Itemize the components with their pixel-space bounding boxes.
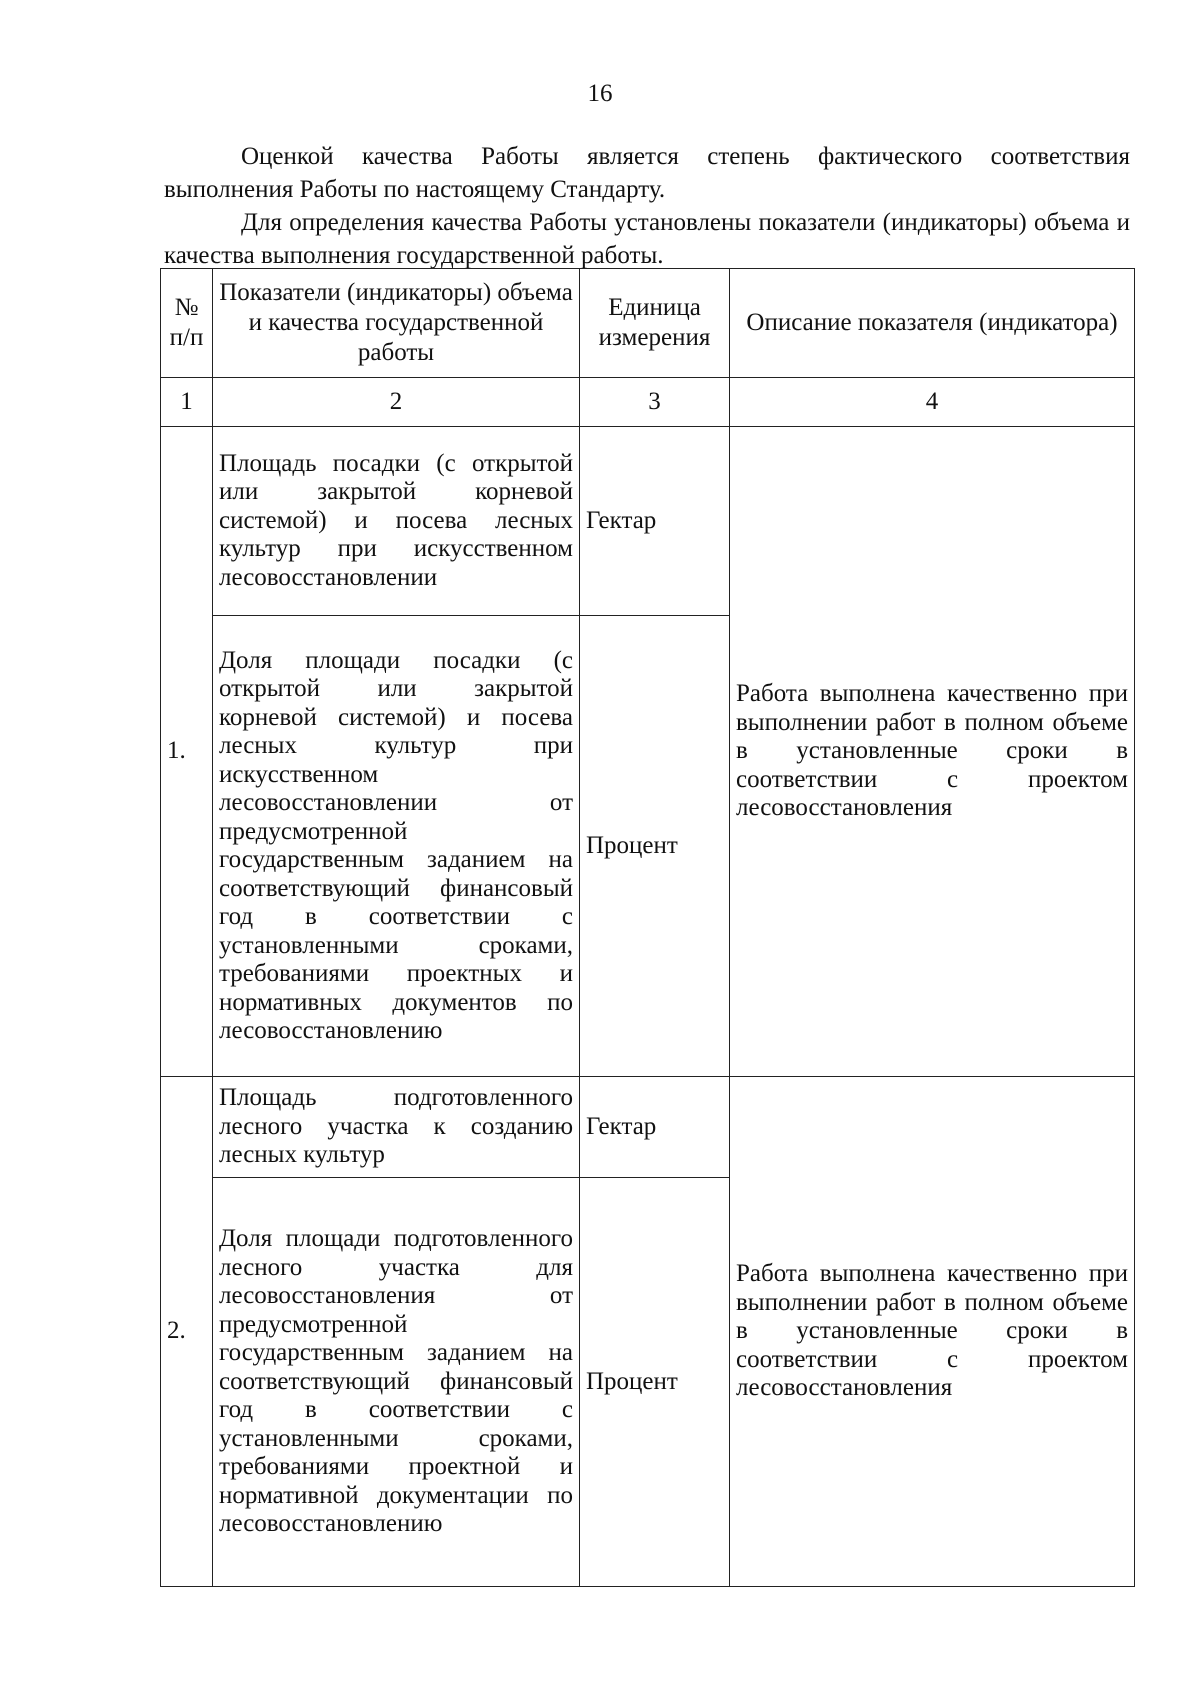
unit-cell: Гектар	[580, 427, 730, 616]
unit-cell: Процент	[580, 616, 730, 1077]
column-number: 4	[730, 378, 1135, 427]
row-number: 2.	[161, 1077, 213, 1587]
column-number-row	[161, 378, 1135, 427]
description-cell	[730, 1077, 1135, 1587]
unit-cell: Гектар	[580, 1077, 730, 1178]
description-cell	[730, 427, 1135, 1077]
unit-cell: Процент	[580, 1178, 730, 1587]
row-number: 1.	[161, 427, 213, 1077]
paragraph-quality-assessment: Оценкой качества Работы является степень фактического соответствия выполнения Работы по настоящему Стандарту.	[164, 143, 1130, 203]
column-number: 1	[161, 378, 213, 427]
indicator-cell: Доля площади подготовленного лесного участка для лесовосстановления от предусмотренной государственным заданием на соответствующий финансовый год в соответствии с установленными сроками, требованиями проектной и нормативной документации по лесовосстановлению	[213, 1178, 580, 1587]
indicator-cell: Площадь подготовленного лесного участка к созданию лесных культур	[213, 1077, 580, 1178]
page-number: 16	[587, 80, 613, 107]
table-header-row	[161, 269, 1135, 378]
paragraph-indicators-intro: Для определения качества Работы установлены показатели (индикаторы) объема и качества выполнения государственной работы.	[164, 209, 1130, 269]
header-number: № п/п	[161, 269, 213, 378]
column-number: 2	[213, 378, 580, 427]
table-row	[161, 427, 1135, 616]
indicators-table	[160, 268, 1135, 1587]
column-number: 3	[580, 378, 730, 427]
header-description: Описание показателя (индикатора)	[730, 269, 1135, 378]
description-text: Работа выполнена качественно при выполнении работ в полном объеме в установленные сроки в соответствии с проектом лесовосстановления	[736, 680, 1128, 822]
description-text: Работа выполнена качественно при выполнении работ в полном объеме в установленные сроки в соответствии с проектом лесовосстановления	[736, 1260, 1128, 1402]
indicator-cell: Площадь посадки (с открытой или закрытой корневой системой) и посева лесных культур при искусственном лесовосстановлении	[213, 427, 580, 616]
header-unit: Единица измерения	[580, 269, 730, 378]
header-indicator: Показатели (индикаторы) объема и качества государственной работы	[213, 269, 580, 378]
table-row	[161, 1077, 1135, 1178]
indicator-cell: Доля площади посадки (с открытой или закрытой корневой системой) и посева лесных культур при искусственном лесовосстановлении от предусмотренной государственным заданием на соответствующий финансовый год в соответствии с установленными сроками, требованиями проектных и нормативных документов по лесовосстановлению	[213, 616, 580, 1077]
